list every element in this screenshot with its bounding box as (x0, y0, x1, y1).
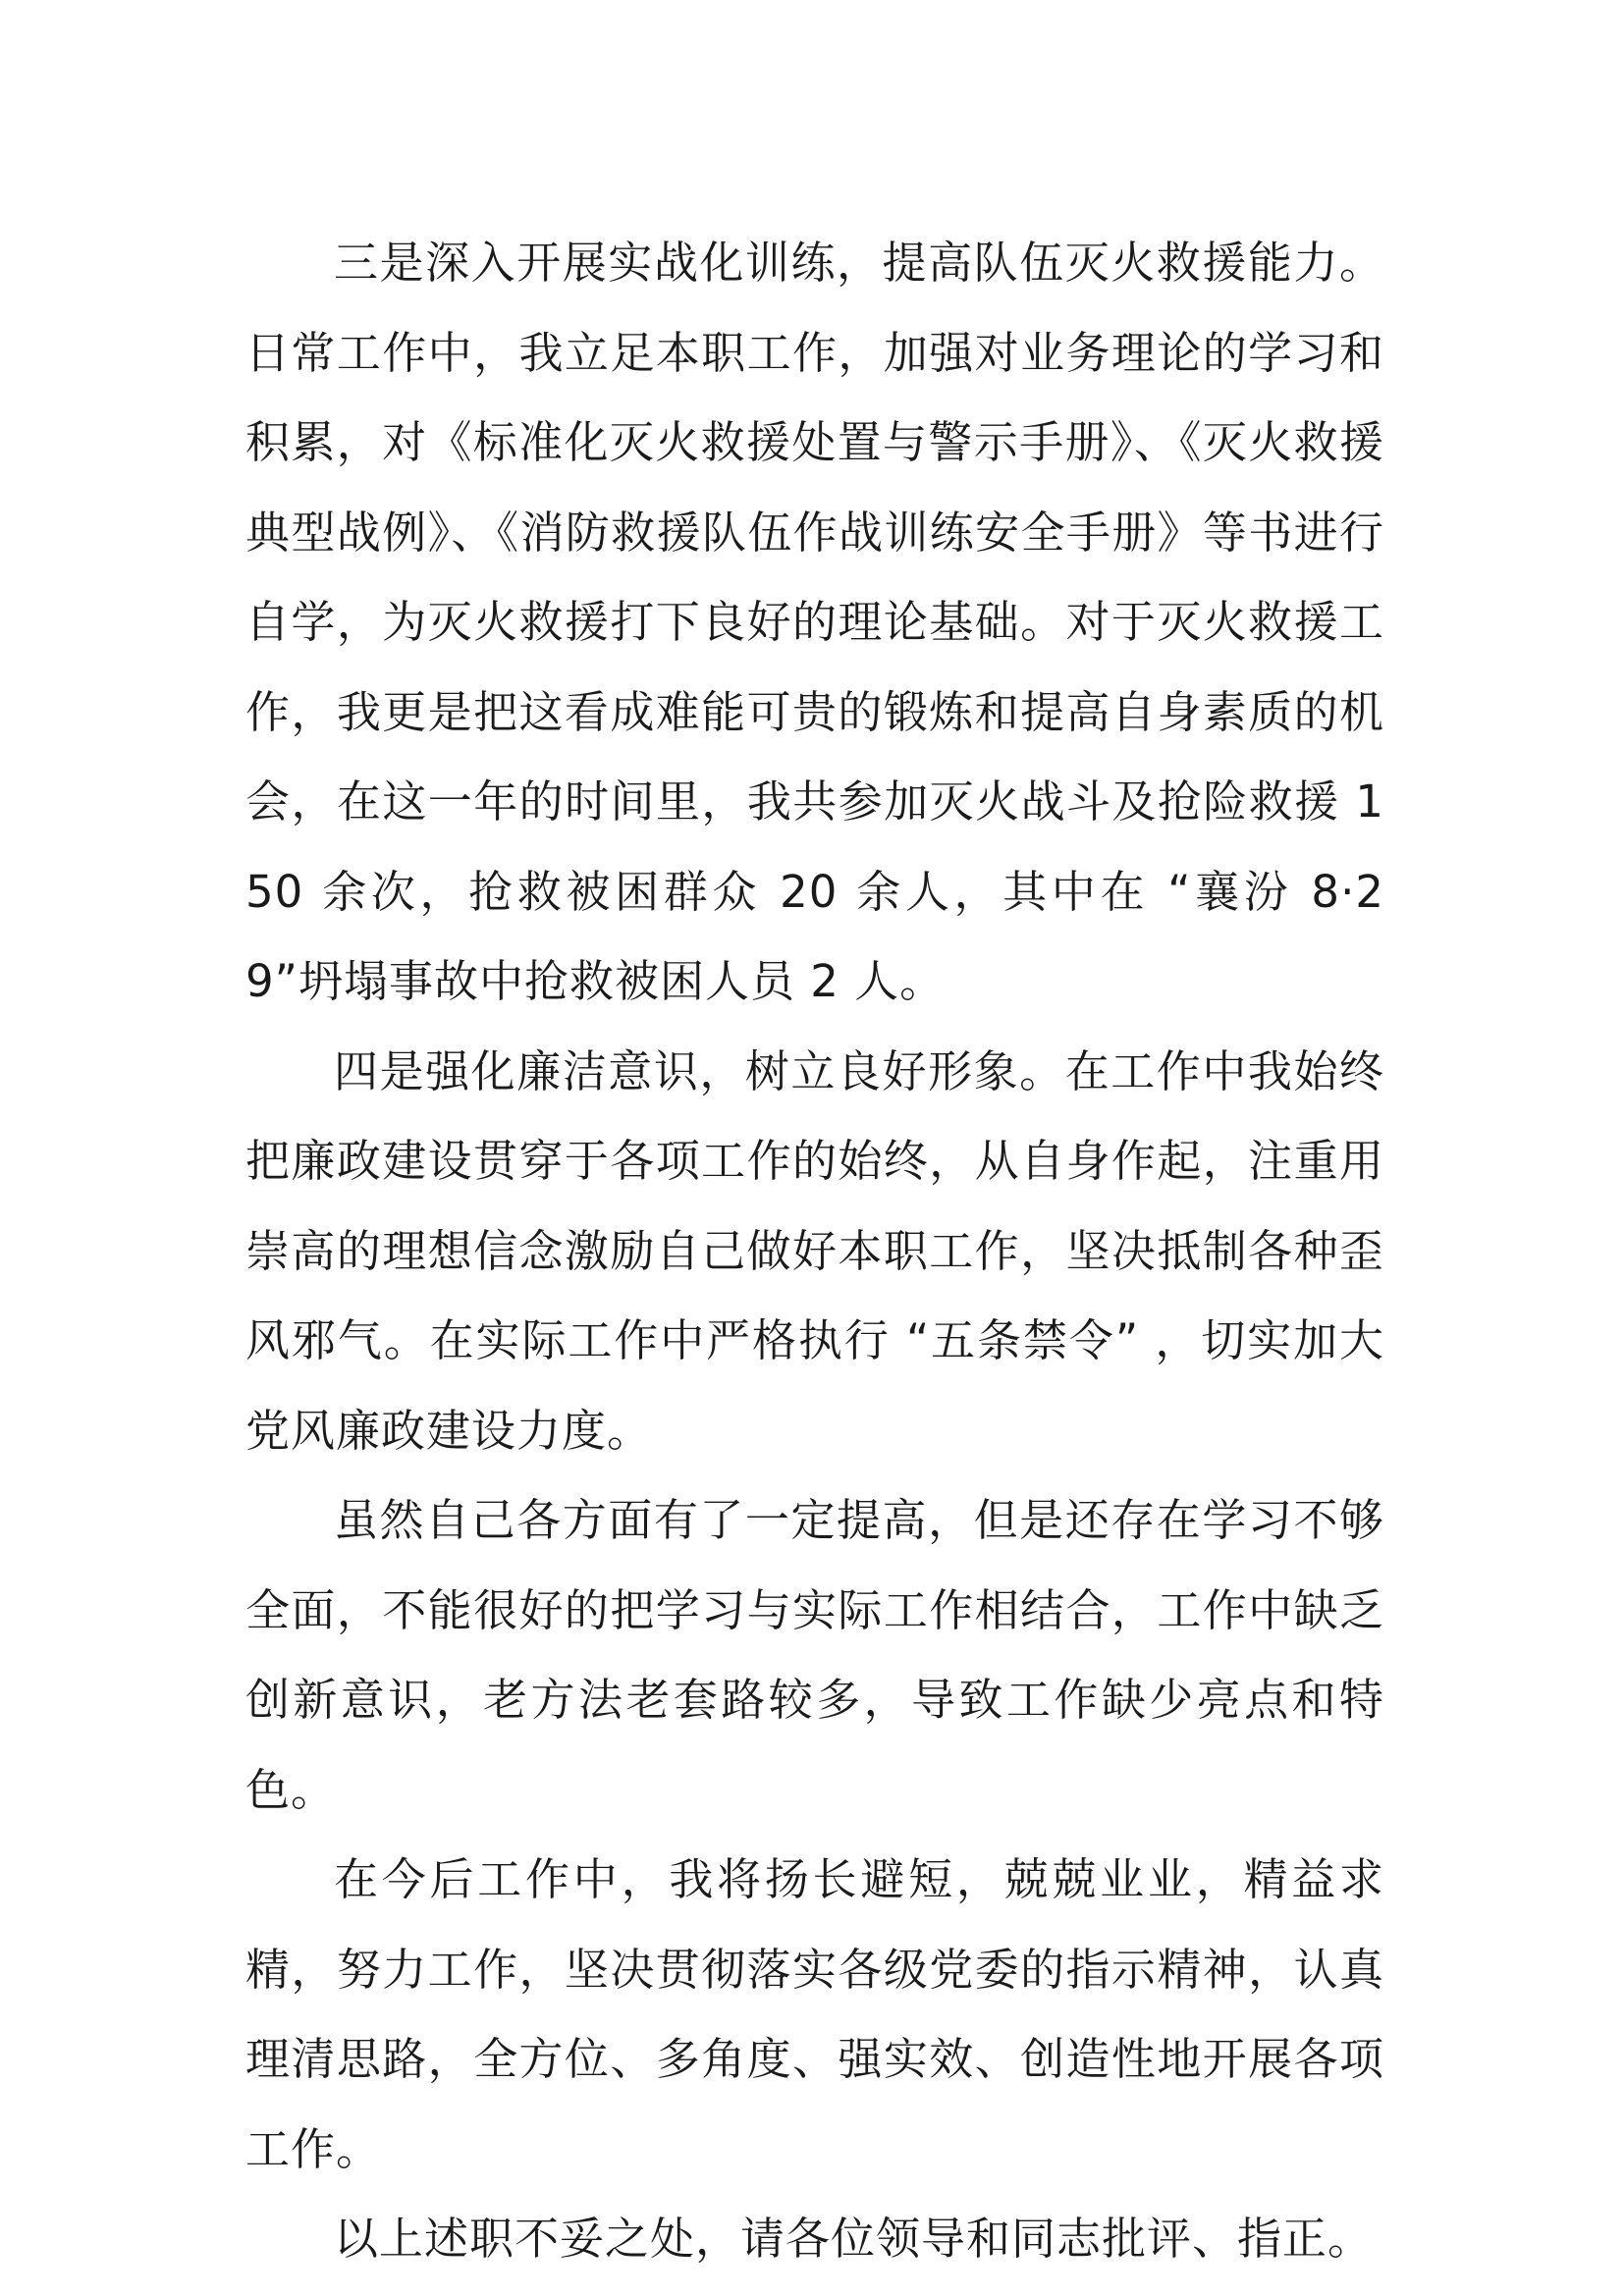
paragraph-closing: 以上述职不妥之处，请各位领导和同志批评、指正。 (334, 2213, 1374, 2265)
paragraph-integrity: 四是强化廉洁意识，树立良好形象。在工作中我始终把廉政建设贯穿于各项工作的始终，从自身作起，注重用崇高的理想信念激励自己做好本职工作，坚决抵制各种歪风邪气。在实际工作中严格执行 “五条禁令” ，切实加大党风廉政建设力度。 (245, 1044, 1384, 1457)
document-body (245, 218, 1384, 2284)
paragraph-shortcomings: 虽然自己各方面有了一定提高，但是还存在学习不够全面，不能很好的把学习与实际工作相结合，工作中缺乏创新意识，老方法老套路较多，导致工作缺少亮点和特色。 (245, 1494, 1384, 1816)
paragraph-future-work: 在今后工作中，我将扬长避短，兢兢业业，精益求精，努力工作，坚决贯彻落实各级党委的指示精神，认真理清思路，全方位、多角度、强实效、创造性地开展各项工作。 (245, 1853, 1384, 2175)
paragraph-training: 三是深入开展实战化训练，提高队伍灭火救援能力。日常工作中，我立足本职工作，加强对业务理论的学习和积累，对《标准化灭火救援处置与警示手册》、《灭火救援典型战例》、《消防救援队伍作战训练安全手册》等书进行自学，为灭火救援打下良好的理论基础。对于灭火救援工作，我更是把这看成难能可贵的锻炼和提高自身素质的机会，在这一年的时间里，我共参加灭火战斗及抢险救援 150 余次，抢救被困群众 20 余人，其中在 “襄汾 8·29”坍塌事故中抢救被困人员 2 人。 (245, 237, 1384, 1007)
